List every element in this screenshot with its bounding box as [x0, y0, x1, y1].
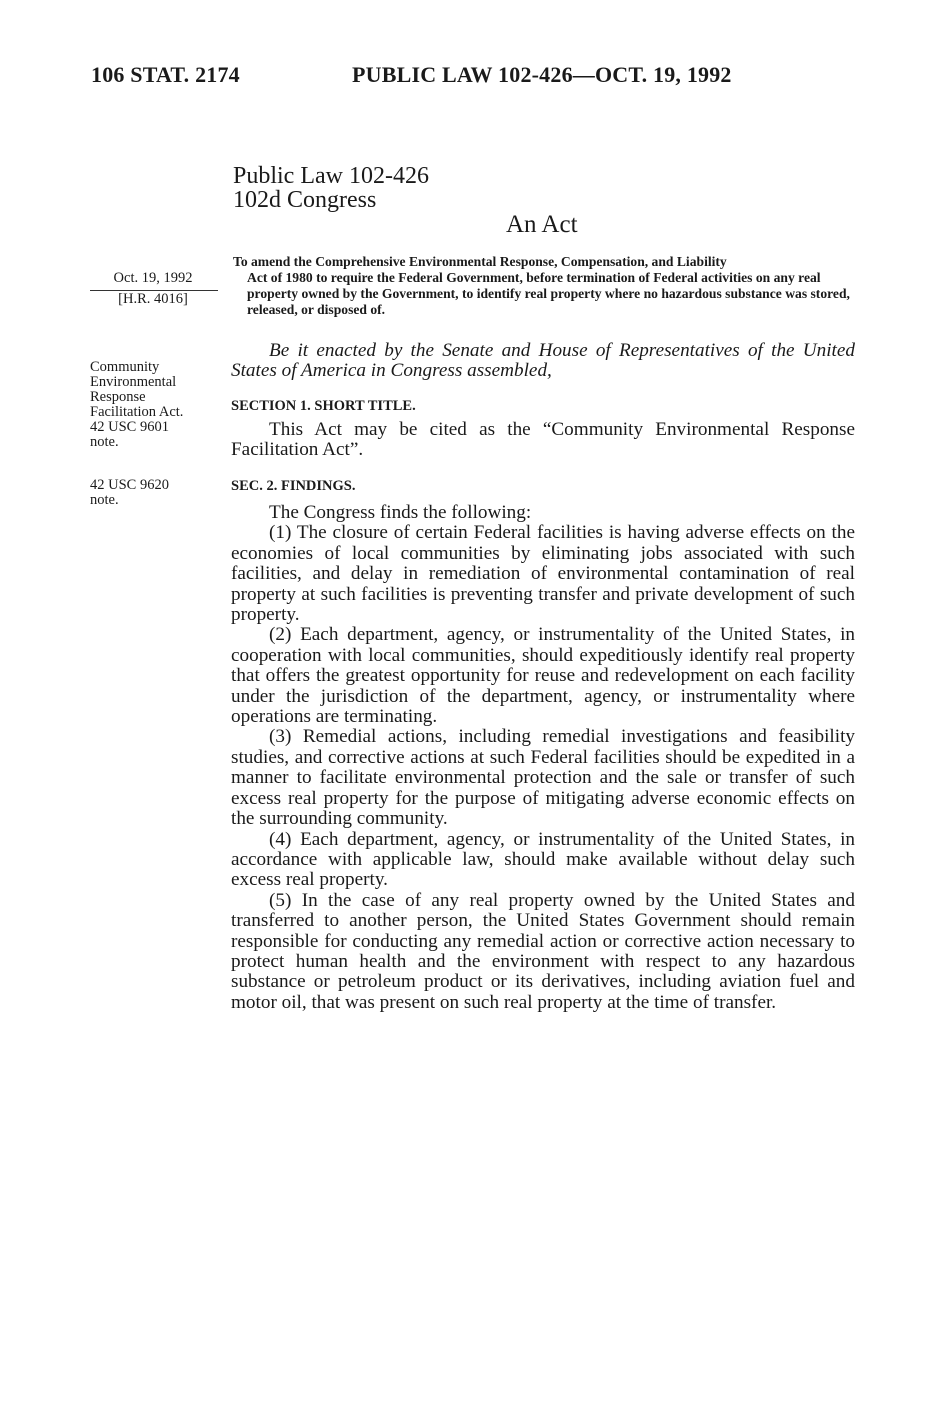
finding-item: (5) In the case of any real property owned by the United States and transferred to another person, the United States Government should remain responsible for conducting any remedial action or corrective action necessary to protect human health and the environment with respect to any hazardous substance or petroleum product or its derivatives, including aviation fuel and motor oil, that was present on such real property at the time of transfer.: [231, 889, 855, 1013]
margin-note-line: 42 USC 9620: [90, 477, 169, 493]
margin-note-short-title: [90, 360, 220, 450]
finding-item: (2) Each department, agency, or instrumentality of the United States, in cooperation with local communities, should expeditiously identify real property that offers the greatest opportunity for reuse and redevelopment on each facility under the jurisdiction of the department, agency, or instrumentality where operations are terminating.: [231, 624, 855, 728]
finding-item: (3) Remedial actions, including remedial investigations and feasibility studies, and corrective actions at such Federal facilities should be expedited in a manner to facilitate environmental protection and the sale or transfer of such excess real property for the purpose of mitigating adverse economic effects on the surrounding community.: [231, 726, 855, 830]
statute-citation: 106 STAT. 2174: [91, 62, 240, 87]
margin-note-line: Community: [90, 359, 160, 375]
act-heading: An Act: [506, 211, 578, 238]
purpose-first-line: To amend the Comprehensive Environmental Response, Compensation, and Liability: [233, 254, 727, 269]
findings-list: [231, 503, 855, 1013]
margin-note-line: 42 USC 9601: [90, 419, 169, 435]
margin-note-line: note.: [90, 492, 119, 508]
margin-note-line: Response: [90, 389, 146, 405]
margin-note-date: Oct. 19, 1992: [113, 270, 193, 286]
public-law-number: Public Law 102-426: [233, 163, 429, 189]
margin-note-line: Environmental: [90, 374, 177, 390]
margin-note-findings: [90, 478, 220, 508]
margin-note-line: Facilitation Act.: [90, 404, 184, 420]
findings-intro: The Congress finds the following:: [269, 502, 532, 523]
section-1-text: This Act may be cited as the “Community Environmental Response Facilitation Act”.: [231, 419, 855, 461]
section-1-heading: SECTION 1. SHORT TITLE.: [231, 398, 416, 414]
finding-item: (4) Each department, agency, or instrumentality of the United States, in accordance with applicable law, should make available without delay such excess real property.: [231, 828, 855, 891]
act-purpose: [233, 254, 855, 318]
finding-item: (1) The closure of certain Federal facilities is having adverse effects on the economies of local communities by eliminating jobs associated with such facilities, and delay in remediation of environmental contamination of real property at such facilities is preventing transfer and private development of such property.: [231, 522, 855, 626]
margin-note-bill-number: [H.R. 4016]: [118, 291, 188, 307]
enacting-clause: Be it enacted by the Senate and House of Representatives of the United States of America in Congress assembled,: [231, 340, 855, 382]
running-header-title: PUBLIC LAW 102-426—OCT. 19, 1992: [352, 62, 732, 87]
congress-number: 102d Congress: [233, 187, 377, 213]
section-2-heading: SEC. 2. FINDINGS.: [231, 478, 356, 494]
margin-note-line: note.: [90, 434, 119, 450]
purpose-continuation: Act of 1980 to require the Federal Government, before termination of Federal activities on any real property owned by the Government, to identify real property where no hazardous substance was stored, released, or disposed of.: [247, 270, 850, 317]
